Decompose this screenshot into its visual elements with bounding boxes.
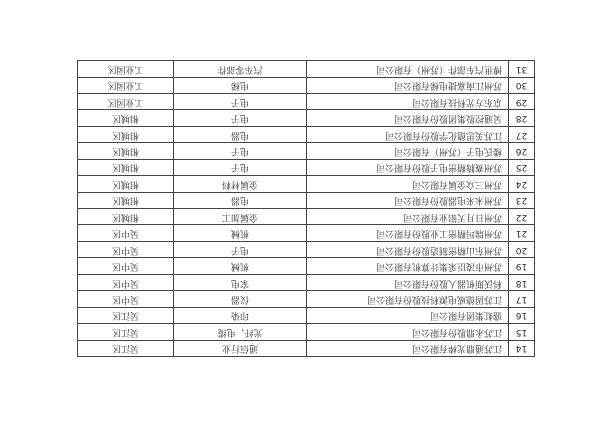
table-row <box>78 291 535 307</box>
industry-cell: 机械 <box>174 225 307 241</box>
company-name-cell: 科沃斯机器人股份有限公司 <box>307 274 509 290</box>
company-name-cell: 京东方光科技有限公司 <box>307 94 509 110</box>
company-name-cell: 江苏固德威电源科技股份有限公司 <box>307 291 509 307</box>
industry-cell: 电子 <box>174 110 307 126</box>
row-number: 22 <box>509 209 535 225</box>
table-row <box>78 225 535 241</box>
industry-cell: 电器 <box>174 192 307 208</box>
district-cell: 吴中区 <box>78 291 174 307</box>
table-row <box>78 340 535 356</box>
district-cell: 相城区 <box>78 143 174 159</box>
table-row <box>78 176 535 192</box>
table-body <box>78 61 535 357</box>
district-cell: 相城区 <box>78 209 174 225</box>
district-cell: 吴中区 <box>78 225 174 241</box>
table-row <box>78 324 535 340</box>
industry-cell: 印染 <box>174 307 307 323</box>
table-row <box>78 159 535 175</box>
industry-cell: 汽车零部件 <box>174 61 307 78</box>
industry-cell: 电子 <box>174 94 307 110</box>
industry-cell: 金属材料 <box>174 176 307 192</box>
industry-cell: 电子 <box>174 143 307 159</box>
district-cell: 相城区 <box>78 126 174 142</box>
company-name-cell: 盛虹集团有限公司 <box>307 307 509 323</box>
district-cell: 工业园区 <box>78 61 174 78</box>
row-number: 18 <box>509 274 535 290</box>
table-row <box>78 241 535 257</box>
industry-cell: 通信行业 <box>174 340 307 356</box>
table-row <box>78 61 535 78</box>
row-number: 14 <box>509 340 535 356</box>
row-number: 19 <box>509 258 535 274</box>
industry-cell: 电梯 <box>174 77 307 93</box>
row-number: 15 <box>509 324 535 340</box>
company-name-cell: 江苏美思德化学股份有限公司 <box>307 126 509 142</box>
company-name-cell: 吴通控股集团股份有限公司 <box>307 110 509 126</box>
row-number: 25 <box>509 159 535 175</box>
district-cell: 吴中区 <box>78 241 174 257</box>
company-name-cell: 苏州江南嘉捷电梯有限公司 <box>307 77 509 93</box>
industry-cell: 电子 <box>174 159 307 175</box>
industry-cell: 家电 <box>174 274 307 290</box>
company-name-cell: 苏州赛腾精密电子股份有限公司 <box>307 159 509 175</box>
company-name-cell: 苏州三众金属有限公司 <box>307 176 509 192</box>
enterprise-table <box>77 60 535 357</box>
company-name-cell: 楼氏电子（苏州）有限公司 <box>307 143 509 159</box>
row-number: 21 <box>509 225 535 241</box>
industry-cell: 机械 <box>174 258 307 274</box>
table-row <box>78 94 535 110</box>
district-cell: 吴江区 <box>78 340 174 356</box>
table-row <box>78 307 535 323</box>
district-cell: 吴中区 <box>78 274 174 290</box>
rotated-table-container <box>78 60 535 357</box>
company-name-cell: 江苏通鼎光棒有限公司 <box>307 340 509 356</box>
district-cell: 相城区 <box>78 110 174 126</box>
row-number: 30 <box>509 77 535 93</box>
company-name-cell: 苏州东山精密制造股份有限公司 <box>307 241 509 257</box>
district-cell: 工业园区 <box>78 94 174 110</box>
row-number: 31 <box>509 61 535 78</box>
district-cell: 吴江区 <box>78 307 174 323</box>
district-cell: 工业园区 <box>78 77 174 93</box>
row-number: 24 <box>509 176 535 192</box>
table-row <box>78 209 535 225</box>
industry-cell: 金属加工 <box>174 209 307 225</box>
district-cell: 吴江区 <box>78 324 174 340</box>
company-name-cell: 苏州未来电器股份有限公司 <box>307 192 509 208</box>
industry-cell: 电器 <box>174 126 307 142</box>
table-row <box>78 126 535 142</box>
row-number: 26 <box>509 143 535 159</box>
district-cell: 相城区 <box>78 176 174 192</box>
row-number: 27 <box>509 126 535 142</box>
table-row <box>78 77 535 93</box>
district-cell: 吴中区 <box>78 258 174 274</box>
row-number: 23 <box>509 192 535 208</box>
row-number: 17 <box>509 291 535 307</box>
industry-cell: 电子 <box>174 241 307 257</box>
row-number: 28 <box>509 110 535 126</box>
company-name-cell: 苏州瑞玛精密工业股份有限公司 <box>307 225 509 241</box>
table-row <box>78 192 535 208</box>
company-name-cell: 博世汽车部件（苏州）有限公司 <box>307 61 509 78</box>
row-number: 16 <box>509 307 535 323</box>
industry-cell: 光纤、电缆 <box>174 324 307 340</box>
industry-cell: 仪器 <box>174 291 307 307</box>
row-number: 29 <box>509 94 535 110</box>
company-name-cell: 苏州日月天铝业有限公司 <box>307 209 509 225</box>
table-row <box>78 143 535 159</box>
company-name-cell: 江苏永鼎股份有限公司 <box>307 324 509 340</box>
company-name-cell: 苏州市凌臣采集计算机有限公司 <box>307 258 509 274</box>
district-cell: 相城区 <box>78 159 174 175</box>
table-row <box>78 110 535 126</box>
row-number: 20 <box>509 241 535 257</box>
table-row <box>78 258 535 274</box>
district-cell: 相城区 <box>78 192 174 208</box>
table-row <box>78 274 535 290</box>
